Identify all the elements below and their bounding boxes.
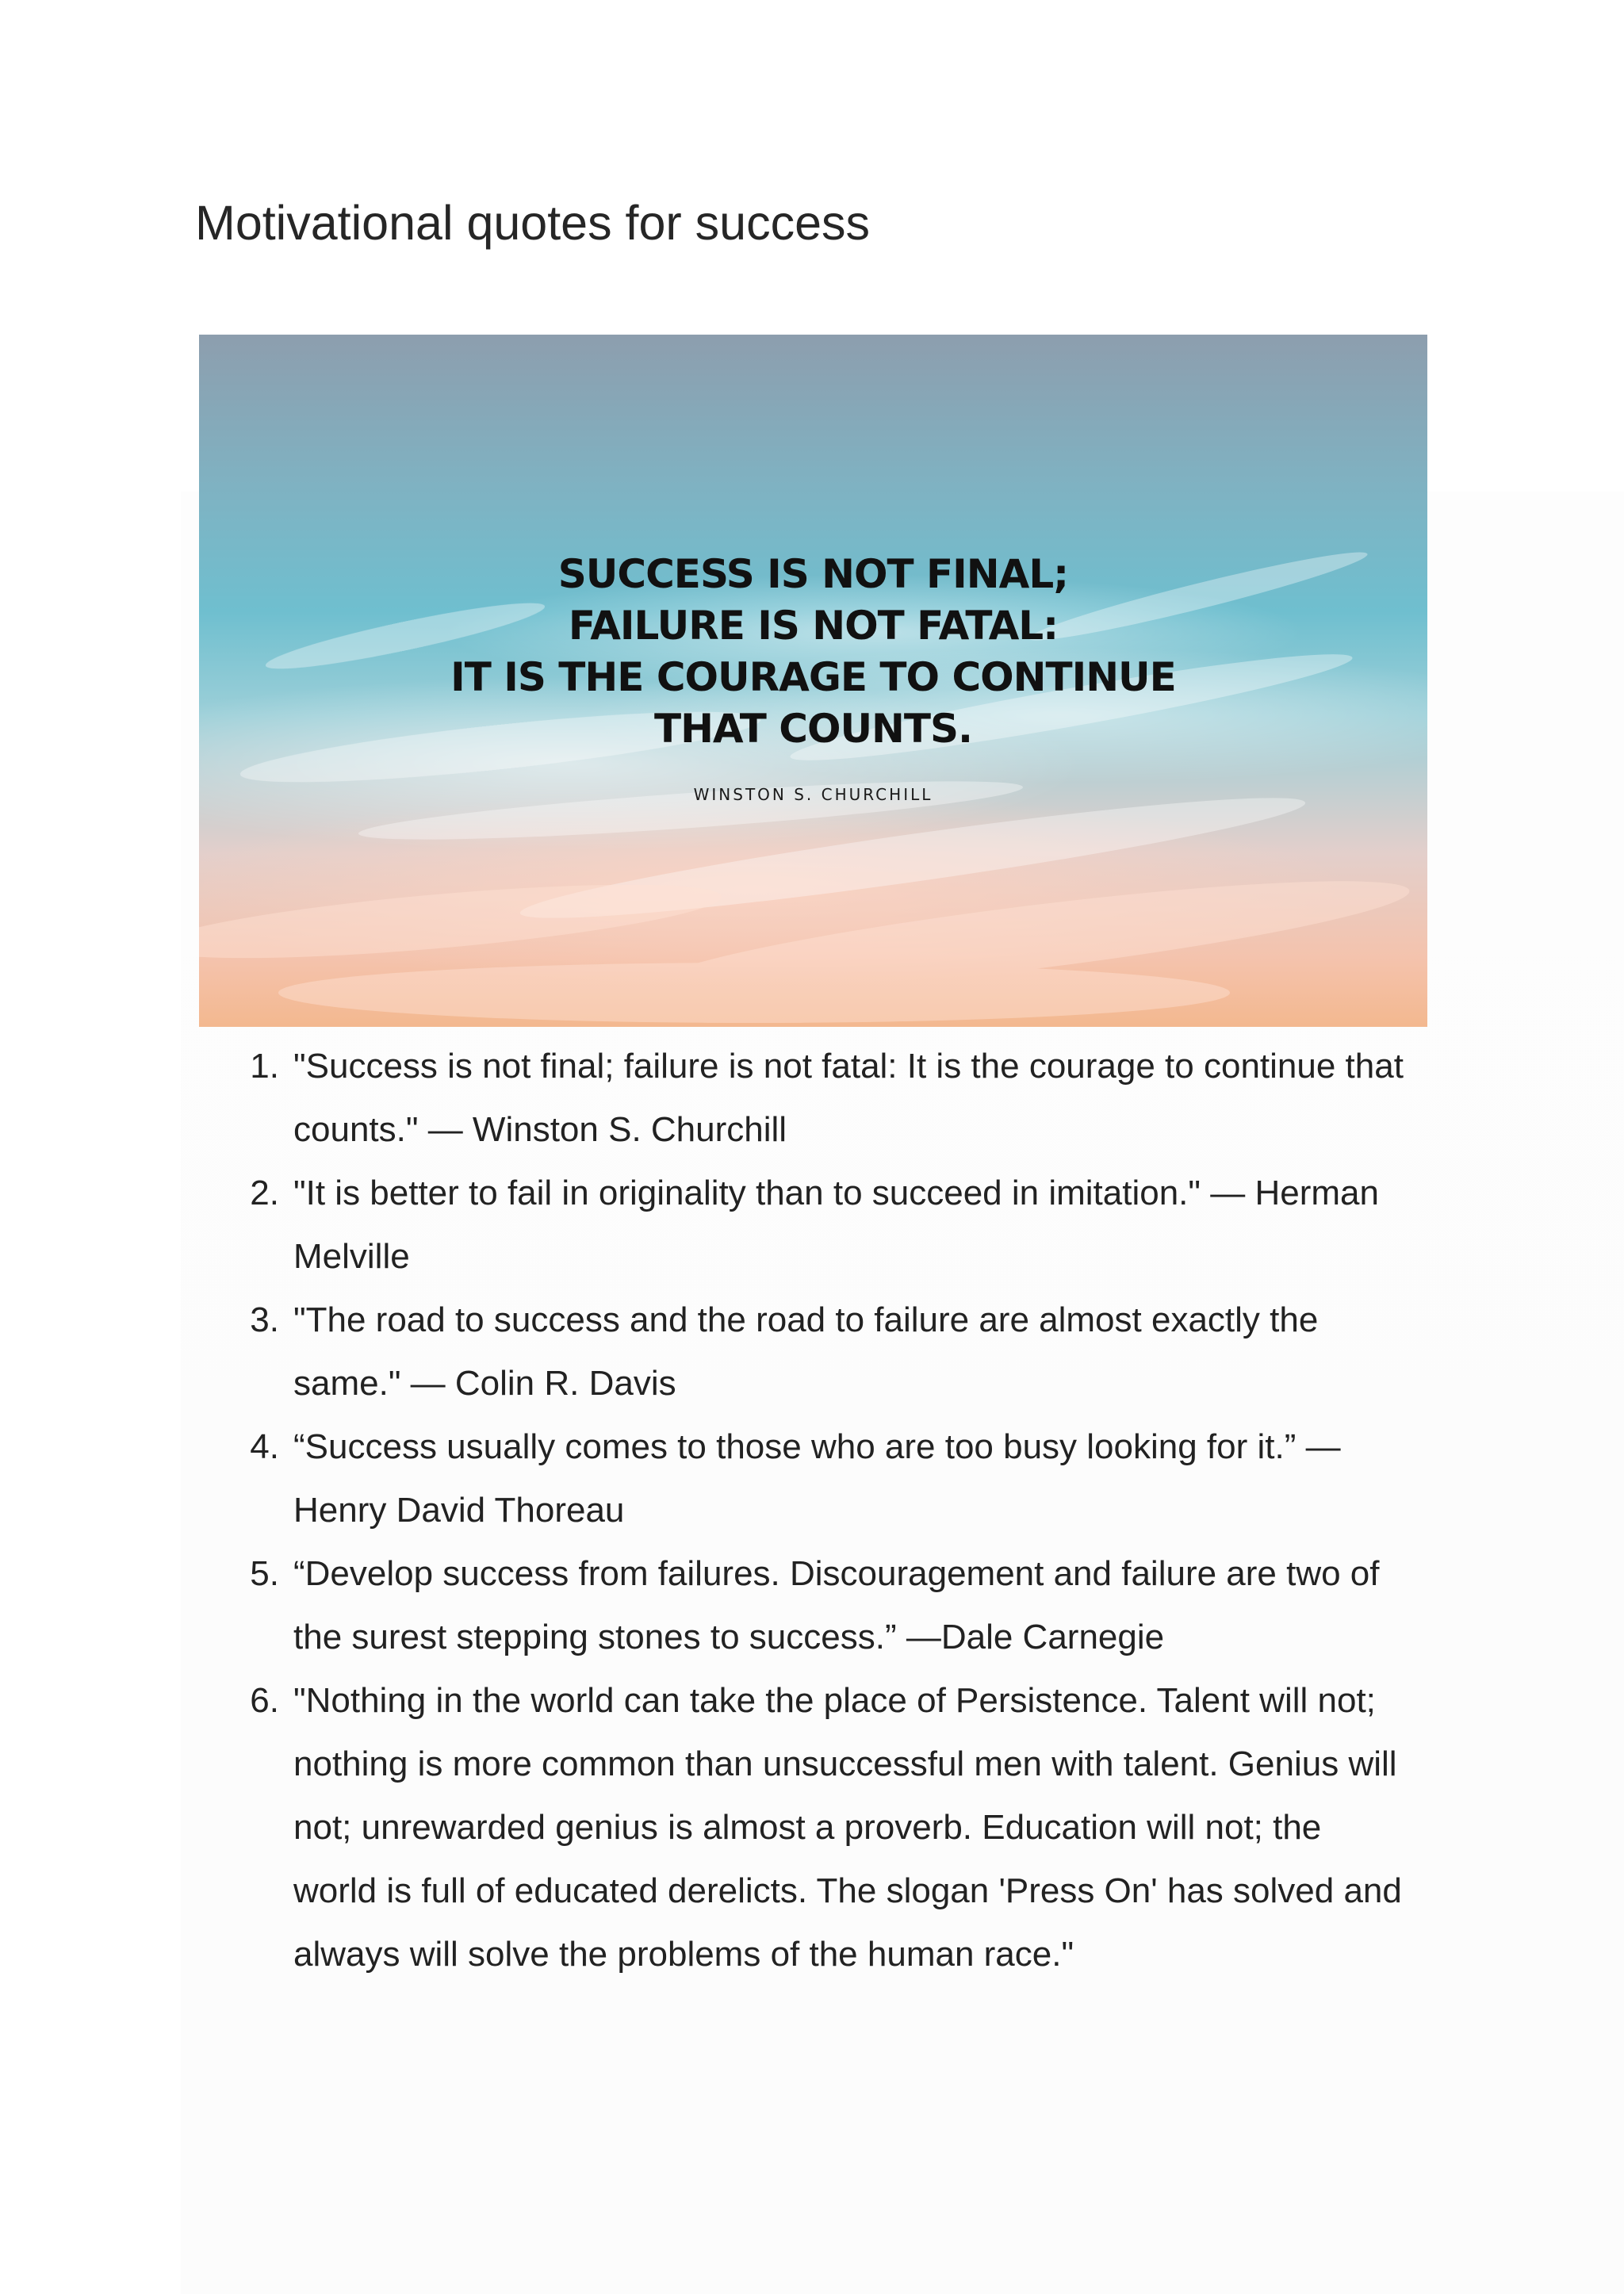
list-item — [238, 1415, 1404, 1542]
list-item-number: 6. — [250, 1681, 279, 1720]
quote-text: “Develop success from failures. Discouragement and failure are two of the surest stepping stones to success.” —Dale Carnegie — [293, 1554, 1380, 1656]
hero-quote-text — [199, 549, 1427, 755]
hero-quote-line: SUCCESS IS NOT FINAL; — [557, 551, 1069, 597]
quote-text: "Success is not final; failure is not fatal: It is the courage to continue that counts." — Winston S. Churchill — [293, 1047, 1404, 1149]
quote-text: "It is better to fail in originality than to succeed in imitation." — Herman Melville — [293, 1174, 1379, 1276]
list-item — [238, 1162, 1404, 1289]
list-item — [238, 1542, 1404, 1669]
hero-quote-author: WINSTON S. CHURCHILL — [693, 785, 933, 804]
list-item — [238, 1669, 1404, 1986]
quote-text: “Success usually comes to those who are too busy looking for it.” — Henry David Thoreau — [293, 1427, 1341, 1530]
page-title: Motivational quotes for success — [195, 196, 871, 250]
list-item-number: 2. — [250, 1174, 279, 1212]
hero-quote-line: THAT COUNTS. — [653, 706, 973, 752]
hero-quote-image — [199, 335, 1427, 1027]
list-item-number: 3. — [250, 1300, 279, 1339]
list-item — [238, 1289, 1404, 1415]
hero-quote-line: FAILURE IS NOT FATAL: — [568, 603, 1059, 649]
hero-quote-line: IT IS THE COURAGE TO CONTINUE — [450, 654, 1176, 700]
quote-text: "The road to success and the road to failure are almost exactly the same." — Colin R. Davis — [293, 1300, 1319, 1403]
list-item-number: 5. — [250, 1554, 279, 1593]
quote-text: "Nothing in the world can take the place of Persistence. Talent will not; nothing is more common than unsuccessful men with talent. Genius will not; unrewarded genius is almost a proverb. Education will not; the world is full of educated derelicts. The slogan 'Press On' has solved and always will solve the problems of the human race." — [293, 1681, 1402, 1974]
list-item — [238, 1035, 1404, 1162]
quote-list — [238, 1035, 1404, 1986]
list-item-number: 4. — [250, 1427, 279, 1466]
list-item-number: 1. — [250, 1047, 279, 1086]
